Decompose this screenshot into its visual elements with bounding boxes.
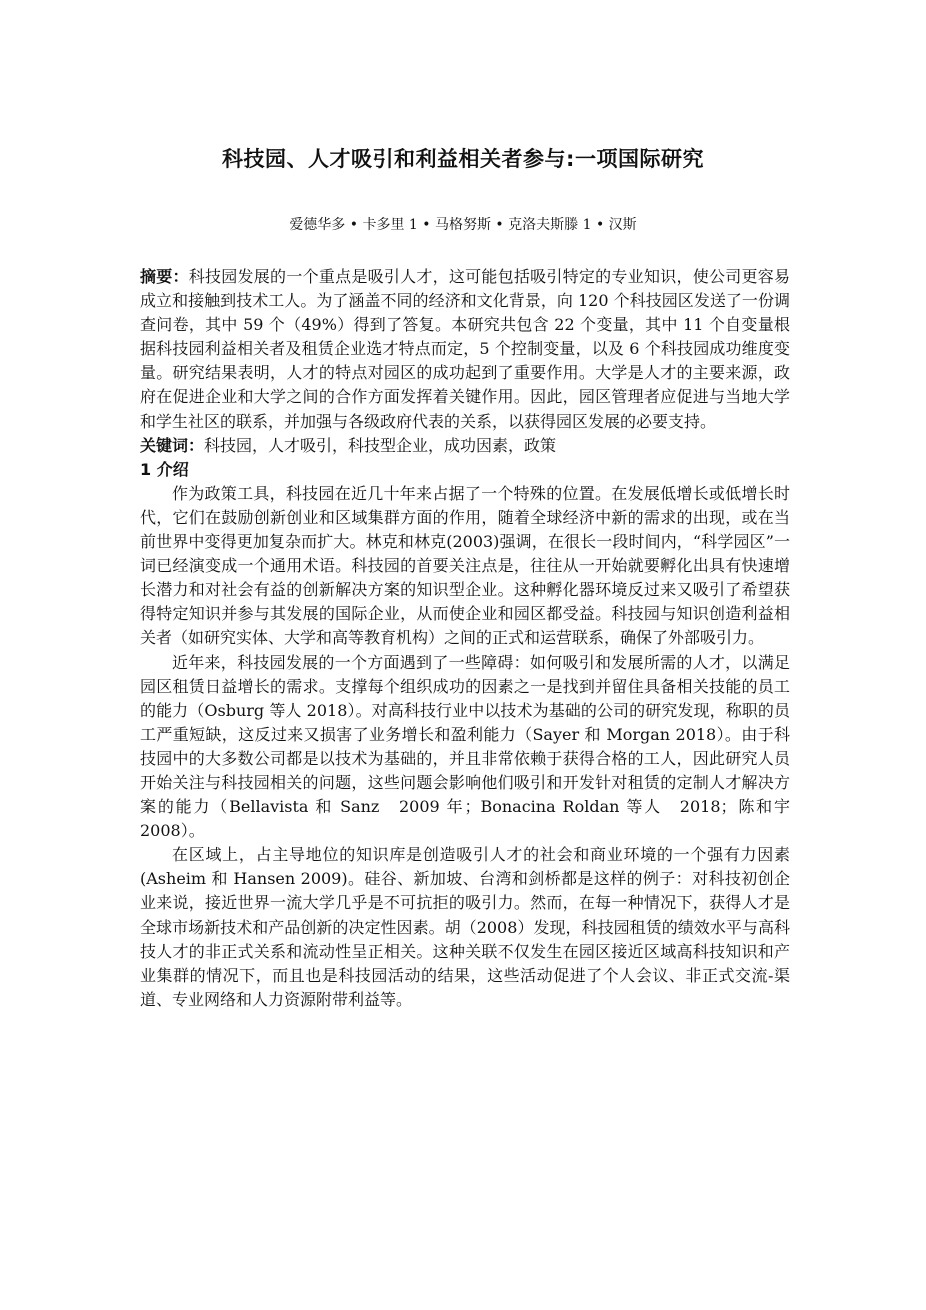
paper-body	[140, 265, 790, 1012]
section-heading: 1 介绍	[140, 459, 189, 479]
paragraph: 近年来，科技园发展的一个方面遇到了一些障碍：如何吸引和发展所需的人才，以满足园区租赁日益增长的需求。支撑每个组织成功的因素之一是找到并留住具备相关技能的员工的能力（Osburg 等人 2018）。对高科技行业中以技术为基础的公司的研究发现，称职的员工严重短缺，这反过来又损害了业务增长和盈利能力（Sayer 和 Morgan 2018）。由于科技园中的大多数公司都是以技术为基础的，并且非常依赖于获得合格的工人，因此研究人员开始关注与科技园相关的问题，这些问题会影响他们吸引和开发针对租赁的定制人才解决方案的能力（Bellavista 和 Sanz 2009 年；Bonacina Roldan 等人 2018；陈和宇 2008）。	[140, 652, 790, 841]
paper-title: 科技园、人才吸引和利益相关者参与:一项国际研究	[222, 147, 704, 171]
paragraph: 作为政策工具，科技园在近几十年来占据了一个特殊的位置。在发展低增长或低增长时代，它们在鼓励创新创业和区域集群方面的作用，随着全球经济中新的需求的出现，或在当前世界中变得更加复杂而扩大。林克和林克(2003)强调，在很长一段时间内，“科学园区”一词已经演变成一个通用术语。科技园的首要关注点是，往往从一开始就要孵化出具有快速增长潜力和对社会有益的创新解决方案的知识型企业。这种孵化器环境反过来又吸引了希望获得特定知识并参与其发展的国际企业，从而使企业和园区都受益。科技园与知识创造利益相关者（如研究实体、大学和高等教育机构）之间的正式和运营联系，确保了外部吸引力。	[140, 483, 790, 648]
author-list: 爱德华多 • 卡多里 1 • 马格努斯 • 克洛夫斯滕 1 • 汉斯	[289, 217, 637, 233]
abstract-label: 摘要：	[140, 267, 189, 286]
keywords	[140, 434, 790, 458]
keywords-label: 关键词：	[140, 435, 205, 455]
keywords-text: 科技园，人才吸引，科技型企业，成功因素，政策	[204, 435, 557, 455]
abstract-text: 科技园发展的一个重点是吸引人才，这可能包括吸引特定的专业知识，使公司更容易成立和接触到技术工人。为了涵盖不同的经济和文化背景，向 120 个科技园区发送了一份调查问卷，其中 59 个（49%）得到了答复。本研究共包含 22 个变量，其中 11 个自变量根据科技园利益相关者及租赁企业选才特点而定，5 个控制变量，以及 6 个科技园成功维度变量。研究结果表明，人才的特点对园区的成功起到了重要作用。大学是人才的主要来源，政府在促进企业和大学之间的合作方面发挥着关键作用。因此，园区管理者应促进与当地大学和学生社区的联系，并加强与各级政府代表的关系，以获得园区发展的必要支持。	[140, 267, 790, 431]
paragraph: 在区域上，占主导地位的知识库是创造吸引人才的社会和商业环境的一个强有力因素(Asheim 和 Hansen 2009)。硅谷、新加坡、台湾和剑桥都是这样的例子：对科技初创企业来说，接近世界一流大学几乎是不可抗拒的吸引力。然而，在每一种情况下，获得人才是全球市场新技术和产品创新的决定性因素。胡（2008）发现，科技园租赁的绩效水平与高科技人才的非正式关系和流动性呈正相关。这种关联不仅发生在园区接近区域高科技知识和产业集群的情况下，而且也是科技园活动的结果，这些活动促进了个人会议、非正式交流-渠道、专业网络和人力资源附带利益等。	[140, 845, 790, 1009]
abstract	[140, 265, 790, 434]
